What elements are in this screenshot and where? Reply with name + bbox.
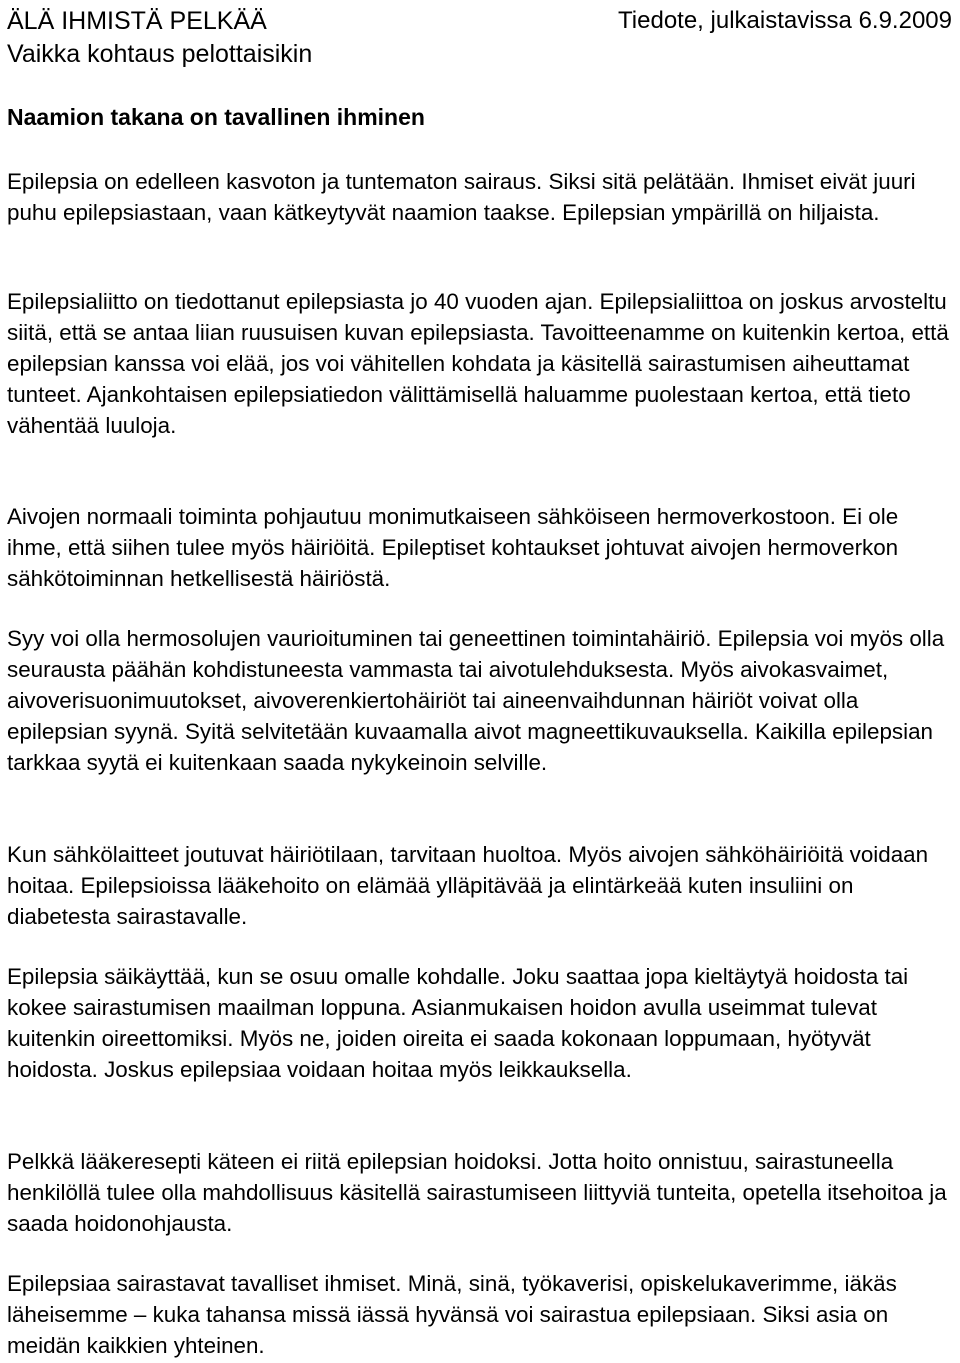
document-header [7,1,952,71]
section-subheading: Naamion takana on tavallinen ihminen [7,104,425,130]
paragraph-7: Pelkkä lääkeresepti käteen ei riitä epilepsian hoidoksi. Jotta hoito onnistuu, sairastuneella henkilöllä tulee olla mahdollisuus käsitellä sairastumiseen liittyviä tunteita, opetella itsehoitoa ja saada hoidonohjausta. [7,1149,947,1236]
release-date-info: Tiedote, julkaistavissa 6.9.2009 [618,7,952,34]
paragraph-1: Epilepsia on edelleen kasvoton ja tuntematon sairaus. Siksi sitä pelätään. Ihmiset eivät juuri puhu epilepsiastaan, vaan kätkeytyvät naamion taakse. Epilepsian ympärillä on hiljaista. [7,169,916,225]
paragraph-6: Epilepsia säikäyttää, kun se osuu omalle kohdalle. Joku saattaa jopa kieltäytyä hoidosta tai kokee sairastumisen maailman loppuna. Asianmukaisen hoidon avulla useimmat tulevat kuitenkin oireettomiksi. Myös ne, joiden oireita ei saada kokonaan loppumaan, hyötyvät hoidosta. Joskus epilepsiaa voidaan hoitaa myös leikkauksella. [7,964,909,1082]
paragraph-2: Epilepsialiitto on tiedottanut epilepsiasta jo 40 vuoden ajan. Epilepsialiittoa on joskus arvosteltu siitä, että se antaa liian ruusuisen kuvan epilepsiasta. Tavoitteenamme on kuitenkin kertoa, että epilepsian kanssa voi elää, jos voi vähitellen kohdata ja käsitellä sairastumisen aiheuttamat tunteet. Ajankohtaisen epilepsiatiedon välittämisellä haluamme puolestaan kertoa, että tieto vähentää luuloja. [7,289,949,438]
title-subtitle: Vaikka kohtaus pelottaisikin [7,40,313,68]
paragraph-3: Aivojen normaali toiminta pohjautuu monimutkaiseen sähköiseen hermoverkostoon. Ei ole ihme, että siihen tulee myös häiriöitä. Epileptiset kohtaukset johtuvat aivojen hermoverkon sähkötoiminnan hetkellisestä häiriöstä. [7,504,899,591]
paragraph-4: Syy voi olla hermosolujen vaurioituminen tai geneettinen toimintahäiriö. Epilepsia voi myös olla seurausta päähän kohdistuneesta vammasta tai aivotulehduksesta. Myös aivokasvaimet, aivoverisuonimuutokset, aivoverenkiertohäiriöt tai aineenvaihdunnan häiriöt voivat olla epilepsian syynä. Syitä selvitetään kuvaamalla aivot magneettikuvauksella. Kaikilla epilepsian tarkkaa syytä ei kuitenkaan saada nykykeinoin selville. [7,626,945,775]
main-title: ÄLÄ IHMISTÄ PELKÄÄ [7,7,267,35]
paragraph-8: Epilepsiaa sairastavat tavalliset ihmiset. Minä, sinä, työkaverisi, opiskelukaverimme, iäkäs läheisemme – kuka tahansa missä iässä hyvänsä voi sairastua epilepsiaan. Siksi asia on meidän kaikkien yhteinen. [7,1271,897,1358]
paragraph-5: Kun sähkölaitteet joutuvat häiriötilaan, tarvitaan huoltoa. Myös aivojen sähköhäiriöitä voidaan hoitaa. Epilepsioissa lääkehoito on elämää ylläpitävää ja elintärkeää kuten insuliini on diabetesta sairastavalle. [7,842,929,929]
